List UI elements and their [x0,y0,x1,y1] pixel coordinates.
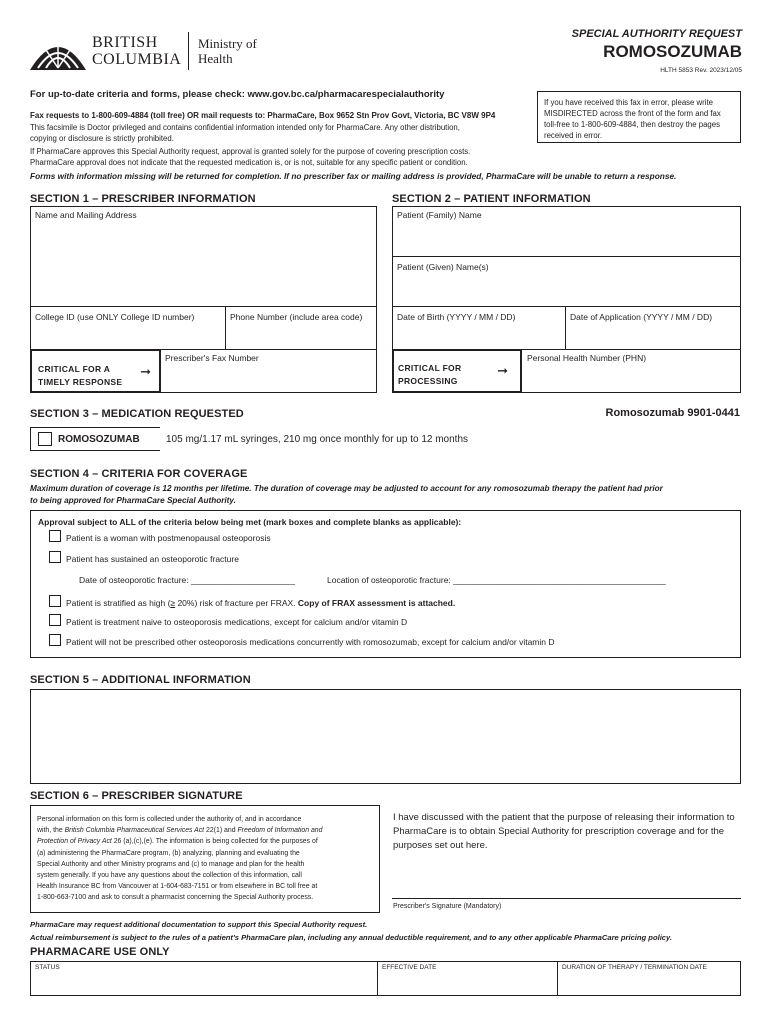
critical-timely-box [30,349,161,393]
criterion-5: Patient will not be prescribed other osteoporosis medications concurrently with romosozumab, except for calcium and/or vitamin D [66,637,555,647]
arrow-right-icon: ➞ [497,363,508,378]
privacy-3 [37,836,373,847]
confidential-1: This facsimile is Doctor privileged and contains confidential information intended only for PharmaCare. Any other distribution, [30,123,460,132]
consent-statement: I have discussed with the patient that the purpose of releasing their information to PharmaCare is to obtain Special Authority for prescription coverage and for the purposes set out here. [393,812,735,851]
section-4-title: SECTION 4 – CRITERIA FOR COVERAGE [30,468,248,480]
phn-field[interactable] [521,349,741,393]
privacy-6: system generally. If you have any questions about the collection of this information, call [37,872,302,880]
given-name-field[interactable] [392,256,741,307]
ministry-line-2: Health [198,51,233,66]
fax-line: Fax requests to 1-800-609-4884 (toll free) OR mail requests to: PharmaCare, Box 9652 Stn Prov Govt, Victoria, BC V8W 9P4 [30,111,496,120]
privacy-7: Health Insurance BC from Vancouver at 1-604-683-7151 or from elsewhere in BC toll free at [37,883,318,891]
status-label: STATUS [35,964,60,971]
criterion-4: Patient is treatment naive to osteoporosis medications, except for calcium and/or vitamin D [66,617,408,627]
approval-note-1: If PharmaCare approves this Special Authority request, approval is granted solely for the purpose of covering prescription costs. [30,147,471,156]
misdirected-box [537,91,741,143]
college-id-label: College ID (use ONLY College ID number) [35,312,195,322]
approval-note-2: PharmaCare approval does not indicate that the requested medication is, or is not, suitable for any specific patient or condition. [30,158,468,167]
misdirected-2: MISDIRECTED across the front of the form and fax [544,109,721,118]
privacy-2 [37,825,373,836]
additional-info-field[interactable] [30,689,741,784]
ministry-line-1: Ministry of [198,36,257,51]
misdirected-1: If you have received this fax in error, please write [544,98,714,107]
criterion-4-checkbox[interactable] [49,614,61,626]
section-5-title: SECTION 5 – ADDITIONAL INFORMATION [30,674,251,686]
fracture-location-field[interactable]: Location of osteoporotic fracture: _____________________________________________ [327,575,666,585]
privacy-1: Personal information on this form is collected under the authority of, and in accordance [37,816,302,823]
medication-name: ROMOSOZUMAB [58,434,140,445]
section-3-title: SECTION 3 – MEDICATION REQUESTED [30,408,244,420]
criterion-3-text-a: Patient is stratified as high ( [66,598,171,608]
application-date-field[interactable] [565,306,741,350]
criterion-1-checkbox[interactable] [49,530,61,542]
criteria-link[interactable]: For up-to-date criteria and forms, please check: www.gov.bc.ca/pharmacarespecialauthority [30,89,445,100]
phone-field[interactable] [225,306,377,350]
prescriber-fax-label: Prescriber's Fax Number [165,353,259,363]
criterion-2: Patient has sustained an osteoporotic fracture [66,554,239,564]
critical-processing-2: PROCESSING [398,376,458,386]
footer-note-1: PharmaCare may request additional documentation to support this Special Authority request. [30,920,368,929]
critical-timely-2: TIMELY RESPONSE [38,377,123,387]
criterion-1: Patient is a woman with postmenopausal osteoporosis [66,533,271,543]
given-name-label: Patient (Given) Name(s) [397,262,489,272]
name-address-label: Name and Mailing Address [35,210,137,220]
misdirected-3: toll-free to 1-800-609-4884, then destroy the pages [544,120,720,129]
missing-info-warning: Forms with information missing will be returned for completion. If no prescriber fax or mailing address is provided, PharmaCare will be unable to return a response. [30,171,677,181]
criterion-5-checkbox[interactable] [49,634,61,646]
logo-line-2: COLUMBIA [92,51,182,68]
application-date-label: Date of Application (YYYY / MM / DD) [570,312,713,322]
critical-processing-1: CRITICAL FOR [398,363,462,373]
critical-processing-box [392,349,522,393]
bc-sun-logo-icon [28,30,88,72]
signature-line[interactable] [392,898,741,899]
coverage-note-2: to being approved for PharmaCare Special Authority. [30,496,236,505]
status-field [30,961,378,996]
privacy-8: 1-800-663-7100 and ask to consult a pharmacist concerning the Special Authority process. [37,894,314,902]
privacy-2b: British Columbia Pharmaceutical Services Act [64,827,205,835]
section-6-title: SECTION 6 – PRESCRIBER SIGNATURE [30,790,243,802]
criterion-3-checkbox[interactable] [49,595,61,607]
section-1-title: SECTION 1 – PRESCRIBER INFORMATION [30,193,256,205]
medication-dosing: 105 mg/1.17 mL syringes, 210 mg once monthly for up to 12 months [166,434,469,445]
duration-field [557,961,741,996]
privacy-2a: with, the [37,827,65,835]
duration-label: DURATION OF THERAPY / TERMINATION DATE [562,964,707,971]
privacy-5: Special Authority and other Ministry programs and (c) to manage and plan for the health [37,860,305,868]
critical-timely-1: CRITICAL FOR A [38,364,111,374]
form-type: SPECIAL AUTHORITY REQUEST [571,28,742,40]
signature-label: Prescriber's Signature (Mandatory) [393,903,502,910]
drug-title: ROMOSOZUMAB [603,42,742,61]
misdirected-4: received in error. [544,131,603,140]
section-2-title: SECTION 2 – PATIENT INFORMATION [392,193,591,205]
fracture-date-field[interactable]: Date of osteoporotic fracture: ______________________ [79,575,295,585]
footer-note-2: Actual reimbursement is subject to the rules of a patient's PharmaCare plan, including any annual deductible requirement, and to any other applicable PharmaCare pricing policy. [30,933,673,942]
college-id-field[interactable] [30,306,226,350]
privacy-box [30,805,380,913]
privacy-3a: Protection of Privacy Act [37,838,112,846]
drug-din: Romosozumab 9901-0441 [605,407,740,419]
coverage-note-1: Maximum duration of coverage is 12 months per lifetime. The duration of coverage may be adjusted to account for any romosozumab therapy the patient had prior [30,484,663,493]
effective-date-field [377,961,558,996]
approval-heading: Approval subject to ALL of the criteria below being met (mark boxes and complete blanks as applicable): [38,517,462,527]
dob-field[interactable] [392,306,566,350]
criterion-3 [66,598,455,608]
phone-label: Phone Number (include area code) [230,312,363,322]
privacy-2d: Freedom of Information and [237,827,323,835]
family-name-label: Patient (Family) Name [397,210,482,220]
criterion-3-text-b: 20%) risk of fracture per FRAX. [175,598,298,608]
bc-logo [28,30,268,74]
pharmacare-use-only: PHARMACARE USE ONLY [30,946,170,958]
privacy-4: (a) administering the PharmaCare program, (b) analyzing, planning and evaluating the [37,849,300,857]
frax-attached: Copy of FRAX assessment is attached. [297,598,456,608]
privacy-3b: 26 (a),(c),(e). The information is being collected for the purposes of [111,838,318,846]
form-number: HLTH 5853 Rev. 2023/12/05 [660,67,742,74]
effective-date-label: EFFECTIVE DATE [382,964,437,971]
arrow-right-icon: ➞ [140,364,151,379]
family-name-field[interactable] [392,206,741,257]
dob-label: Date of Birth (YYYY / MM / DD) [397,312,516,322]
prescriber-fax-field[interactable] [160,349,377,393]
confidential-2: copying or disclosure is strictly prohibited. [30,134,174,143]
criterion-2-checkbox[interactable] [49,551,61,563]
ge-symbol: ≥ [170,598,176,608]
name-address-field[interactable] [30,206,377,307]
phn-label: Personal Health Number (PHN) [527,353,647,363]
logo-line-1: BRITISH [92,34,158,51]
privacy-2c: 22(1) and [204,827,238,835]
